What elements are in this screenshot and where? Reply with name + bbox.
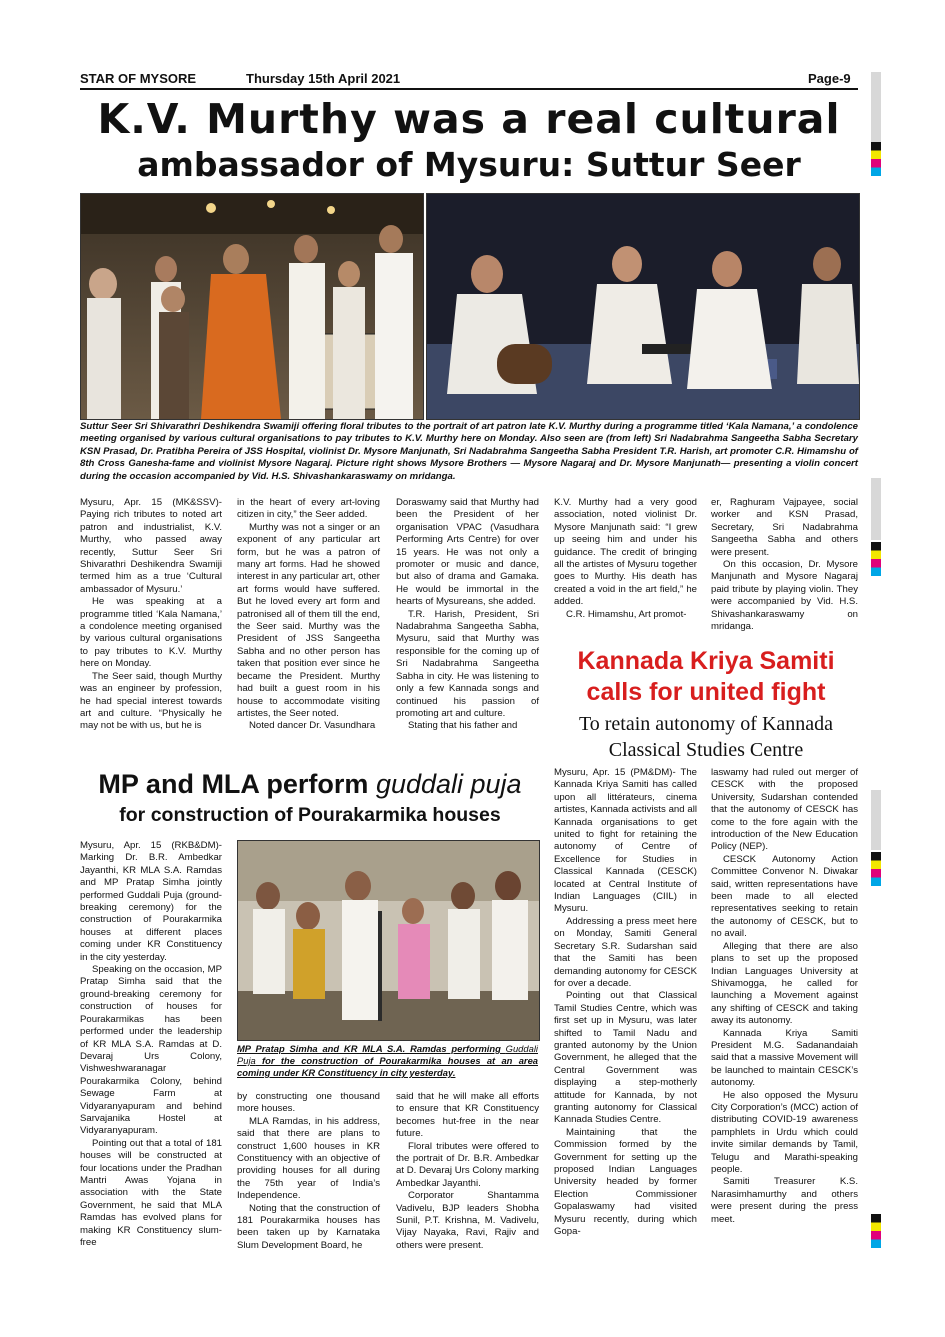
- paragraph: by constructing one thousand more houses.: [237, 1091, 380, 1115]
- paragraph: Samiti Treasurer K.S. Narasimhamurthy and others were present during the press meet.: [711, 1176, 858, 1225]
- lead-caption: Suttur Seer Sri Shivarathri Deshikendra Swamiji offering floral tributes to the portrait of art patron late K.V. Murthy during a programme titled ‘Kala Namana,’ a condolence meeting organised by various cultural organisations to pay tributes to K.V. Murthy here on Monday. Also seen are (from left) Sri Nadabrahma Sangeetha Sabha Secretary KSN Prasad, Dr. Pratibha Pereira of JSS Hospital, violinist Dr. Mysore Manjunath, Sri Nadabrahma Sangeetha Sabha President T.R. Harish, art promoter C.R. Himamshu of 8th Cross Ganesha-fame and violinist Mysore Nagaraj. Picture right shows Mysore Brothers — Mysore Nagaraj and Dr. Mysore Manjunath— presenting a violin concert during the occasion accompanied by Vid. H.S. Shivashankaraswamy on mridanga.: [80, 421, 858, 482]
- lead-column-3: [396, 497, 539, 733]
- paragraph: Pointing out that a total of 181 houses will be constructed at four locations under the Pradhan Mantri Awas Yojana in association with the State Government, he said that MLA Ramdas has evolved plans for making KR Constituency slum-free: [80, 1137, 222, 1248]
- paper-name: STAR OF MYSORE: [80, 71, 197, 86]
- registration-bar-1: [871, 72, 881, 142]
- paragraph: He was speaking at a programme titled ‘Kala Namana,’ a condolence meeting organised by various cultural organisations to pay tributes to K.V. Murthy here on Monday.: [80, 596, 222, 670]
- paragraph: The Seer said, though Murthy was an engineer by profession, he had special interest towards art and culture. “Physically he may not be with us, but he is: [80, 670, 222, 732]
- kannada-subhead-line1: To retain autonomy of Kannada: [578, 713, 834, 735]
- paragraph: Noted dancer Dr. Vasundhara: [249, 720, 376, 732]
- registration-bar-2: [871, 478, 881, 540]
- kannada-headline-line1: Kannada Kriya Samiti: [577, 647, 835, 675]
- paragraph: He also opposed the Mysuru City Corporation’s (MCC) action of distributing COVID-19 awareness pamphlets in Urdu which could invite similar demands by Tamil, Telugu and Marathi-speaking people.: [711, 1089, 858, 1175]
- paragraph: T.R. Harish, President, Sri Nadabrahma Sangeetha Sabha, Mysuru, said that Murthy was responsible for the coming up of Sri Nadabrahma Sangeetha Sabha in city. He was listening to only a few Kannada songs and continued his passion of promoting art and culture.: [396, 608, 539, 719]
- mp-caption-part-c: for the construction of Pourakarmika houses at an area coming under KR Constituency in city yesterday.: [237, 1055, 538, 1078]
- paragraph: Murthy was not a singer or an exponent of any particular art form, but he was a patron of many art forms. Had he showed interest in any particular art, other art forms would have suffered. But he loved every art form and patronised all of them till the end, the Seer said. Murthy was the President of JSS Sangeetha Sabha and no other person has taken that position ever since he became the President. Murthy had built a guest room in his house to accommodate visiting artistes, the Seer noted.: [237, 521, 380, 719]
- paragraph: CESCK Autonomy Action Committee Convenor N. Diwakar said, written representations have been made to all elected representatives seeking to retain the autonomy of CESCK, but to no avail.: [711, 853, 858, 940]
- mp-headline-part-b: guddali puja: [375, 769, 522, 799]
- mp-caption-part-a: MP Pratap Simha and KR MLA S.A. Ramdas performing: [237, 1043, 506, 1054]
- issue-date: Thursday 15th April 2021: [246, 71, 401, 86]
- lead-headline-line1: K.V. Murthy was a real cultural: [97, 95, 841, 143]
- lead-column-4: [554, 497, 697, 621]
- paragraph: K.V. Murthy had a very good association, noted violinist Dr. Mysore Manjunath said: “I grew up seeing him and under his guidance. The credit of bringing all the artistes of Mysuru together goes to Murthy. His death has created a void in the art field,” he added.: [554, 497, 697, 608]
- mp-headline-line2: for construction of Pourakarmika houses: [119, 804, 501, 826]
- concert-photo: [426, 193, 860, 420]
- kannada-column-2: [711, 767, 858, 1226]
- paragraph: C.R. Himamshu, Art promot-: [566, 608, 687, 620]
- registration-mark-3: [871, 852, 881, 886]
- paragraph: Stating that his father and: [408, 720, 518, 732]
- paragraph: in the heart of every art-loving citizen in city,” the Seer added.: [237, 497, 380, 521]
- registration-mark-4: [871, 1214, 881, 1248]
- paragraph: On this occasion, Dr. Mysore Manjunath and Mysore Nagaraj paid tribute by playing violin. They were accompanied by Vid. H.S. Shivashankaraswamy on mridanga.: [711, 559, 858, 633]
- paragraph: Speaking on the occasion, MP Pratap Simha said that the ground-breaking ceremony for construction of houses for Pourakarmikas has been performed under the leadership of KR MLA S.A. Ramdas at D. Devaraj Urs Colony, Vishweshwaranagar Pourakarmika Colony, behind Sewage Farm at Vidyaranyapuram and behind Sarvajanika Hostel at Vidyaranyapuram.: [80, 964, 222, 1137]
- registration-bar-3: [871, 790, 881, 850]
- mp-column-3: [396, 1091, 539, 1252]
- paragraph: said that he will make all efforts to ensure that KR Constituency becomes hut-free in the near future.: [396, 1091, 539, 1140]
- page-number: Page-9: [808, 71, 851, 86]
- paragraph: Maintaining that the Commission formed by the Government for setting up the proposed Indian Languages University headed by former Election Commissioner Gopalaswamy had visited Mysuru recently, during which Gopa-: [554, 1126, 697, 1238]
- paragraph: MLA Ramdas, in his address, said that there are plans to construct 1,600 houses in KR Constituency with an objective of providing houses for all during the 75th year of India’s Independence.: [237, 1115, 380, 1202]
- mp-caption-part-b: Guddali Puja: [237, 1043, 538, 1066]
- paragraph: Addressing a press meet here on Monday, Samiti General Secretary S.R. Sudarshan said that the Samiti has been demanding autonomy for CESCK for over a decade.: [554, 915, 697, 989]
- registration-mark-1: [871, 142, 881, 176]
- kannada-headline-line2: calls for united fight: [586, 678, 826, 706]
- paragraph: Kannada Kriya Samiti President M.G. Sadanandaiah said that a massive Movement will be launched to maintain CESCK’s autonomy.: [711, 1027, 858, 1089]
- mp-column-1: [80, 840, 222, 1249]
- paragraph: Mysuru, Apr. 15 (MK&SSV)- Paying rich tributes to noted art patron and industrialist, K.V. Murthy, who passed away recently, Suttur Seer Sri Shivarathri Deshikendra Swamiji termed him as a true ‘Cultural ambassador of Mysuru.’: [80, 497, 222, 595]
- paragraph: Alleging that there are also plans to set up the proposed Indian Languages University at Shivamogga, he called for launching a Movement against any shifting of CESCK and taking away its autonomy.: [711, 940, 858, 1027]
- masthead-rule: [80, 88, 858, 90]
- paragraph: er, Raghuram Vajpayee, social worker and KSN Prasad, Secretary, Sri Nadabrahma Sangeetha Sabha and others were present.: [711, 497, 858, 558]
- paragraph: Noting that the construction of 181 Pourakarmika houses has been taken up by Karnataka Slum Development Board, he: [237, 1202, 380, 1251]
- ceremony-photo: [80, 193, 424, 420]
- paragraph: Doraswamy said that Murthy had been the President of her organisation VPAC (Vasudhara Performing Arts Centre) for over 15 years. He was not only a promoter or music and dance, but also of drama and Gamaka. He would be immortal in the hearts of Mysureans, she added.: [396, 497, 539, 608]
- kannada-column-1: [554, 767, 697, 1238]
- paragraph: Mysuru, Apr. 15 (RKB&DM)- Marking Dr. B.R. Ambedkar Jayanthi, KR MLA S.A. Ramdas and MP Pratap Simha jointly performed Guddali Puja (ground-breaking ceremony) for the construction of Pourakarmika houses at different places coming under KR Constituency in the city yesterday.: [80, 840, 222, 963]
- mp-column-2: [237, 1091, 380, 1252]
- lead-column-2: [237, 497, 380, 733]
- kannada-subhead-line2: Classical Studies Centre: [608, 739, 804, 761]
- guddali-puja-photo: [237, 840, 540, 1041]
- mp-headline-line1: [80, 769, 540, 800]
- paragraph: Floral tributes were offered to the portrait of Dr. B.R. Ambedkar at D. Devaraj Urs Colony marking Ambedkar Jayanthi.: [396, 1140, 539, 1189]
- lead-column-5: [711, 497, 858, 633]
- paragraph: laswamy had ruled out merger of CESCK with the proposed University, Sudarshan contended that the autonomy of CESCK has come to the fore again with the introduction of the New Education Policy (NEP).: [711, 767, 858, 853]
- lead-column-1: [80, 497, 222, 733]
- lead-headline-line2: ambassador of Mysuru: Suttur Seer: [137, 145, 801, 184]
- paragraph: Mysuru, Apr. 15 (PM&DM)- The Kannada Kriya Samiti has called upon all littérateurs, cinema artistes, Kannada activists and all Kannada organisations to get united to fight for retaining the autonomy of Centre of Excellence for Studies in Classical Kannada (CESCK) located at Central Institute of Indian Languages (CIIL) in Mysuru.: [554, 767, 697, 915]
- mp-caption: [237, 1043, 538, 1079]
- paragraph: Corporator Shantamma Vadivelu, BJP leaders Shobha Sunil, P.T. Krishna, M. Vadivelu, Vijay Nayaka, Ravi, Rajiv and others were present.: [396, 1190, 539, 1251]
- registration-mark-2: [871, 542, 881, 576]
- paragraph: Pointing out that Classical Tamil Studies Centre, which was first set up in Mysuru, was later shifted to Tamil Nadu and granted autonomy by the Union Government, he alleged that the Central Government was displaying a step-motherly attitude for Kannada, by not granting autonomy for Classical Kannada Studies Centre.: [554, 990, 697, 1126]
- mp-headline-part-a: MP and MLA perform: [98, 769, 376, 799]
